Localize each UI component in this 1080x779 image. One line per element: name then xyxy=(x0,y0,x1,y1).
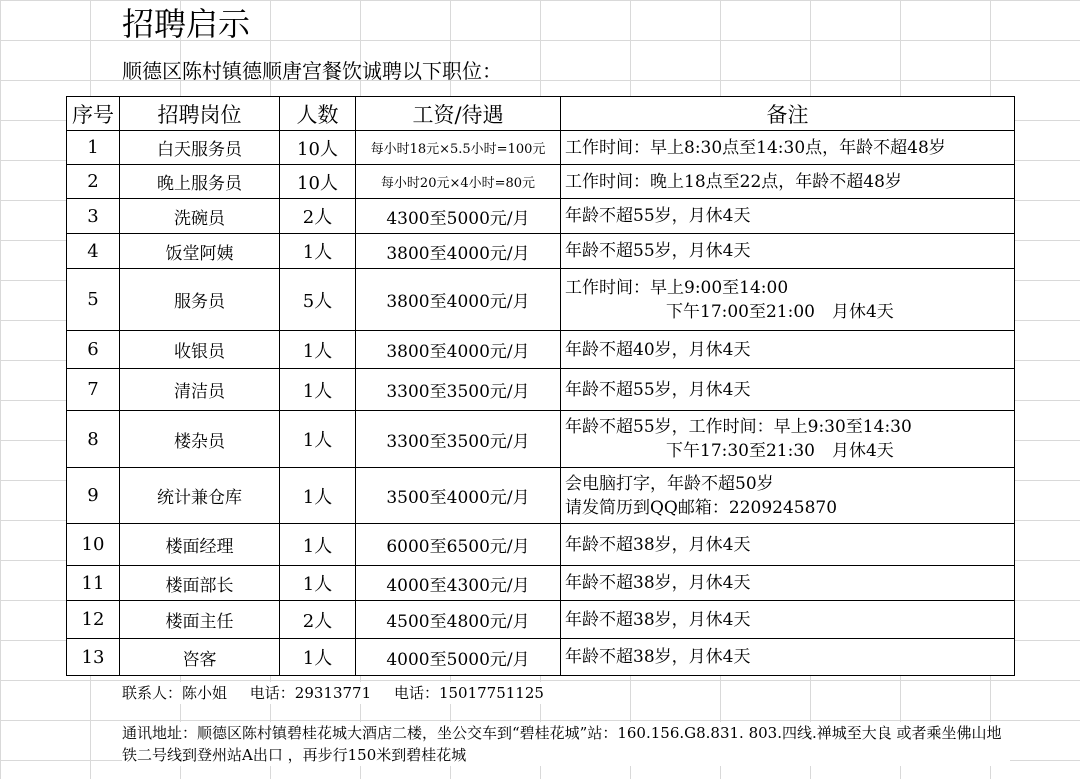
row-note xyxy=(561,639,1015,676)
row-note-line2: 下午17:00至21:00 月休4天 xyxy=(666,301,894,322)
row-count: 1人 xyxy=(280,411,356,468)
row-position: 清洁员 xyxy=(120,369,280,411)
row-count: 2人 xyxy=(280,601,356,639)
header-position: 招聘岗位 xyxy=(120,97,280,131)
row-position: 咨客 xyxy=(120,639,280,676)
row-seq: 6 xyxy=(67,331,120,369)
table-row xyxy=(67,369,1015,411)
row-seq: 4 xyxy=(67,234,120,269)
row-position: 楼面主任 xyxy=(120,601,280,639)
table-row xyxy=(67,639,1015,676)
row-seq: 5 xyxy=(67,269,120,331)
row-note xyxy=(561,524,1015,566)
table-row xyxy=(67,524,1015,566)
row-salary: 3800至4000元/月 xyxy=(356,269,561,331)
table-row xyxy=(67,269,1015,331)
row-position: 服务员 xyxy=(120,269,280,331)
row-salary: 3800至4000元/月 xyxy=(356,331,561,369)
header-salary: 工资/待遇 xyxy=(356,97,561,131)
table-row xyxy=(67,165,1015,199)
row-count: 1人 xyxy=(280,566,356,601)
row-note xyxy=(561,199,1015,234)
row-salary: 每小时18元×5.5小时=100元 xyxy=(356,131,561,165)
row-note xyxy=(561,331,1015,369)
row-position: 楼面经理 xyxy=(120,524,280,566)
row-seq: 11 xyxy=(67,566,120,601)
row-count: 1人 xyxy=(280,369,356,411)
row-count: 1人 xyxy=(280,468,356,524)
row-salary: 3300至3500元/月 xyxy=(356,411,561,468)
row-note-line1: 年龄不超55岁，月休4天 xyxy=(565,241,751,261)
row-note-line1: 工作时间：晚上18点至22点，年龄不超48岁 xyxy=(565,171,902,192)
contact-phone-1: 电话：29313771 xyxy=(249,684,372,702)
row-note-line1: 年龄不超38岁，月休4天 xyxy=(565,609,751,630)
row-count: 10人 xyxy=(280,165,356,199)
row-salary: 4300至5000元/月 xyxy=(356,199,561,234)
job-table xyxy=(66,96,1015,676)
row-position: 楼面部长 xyxy=(120,566,280,601)
row-seq: 12 xyxy=(67,601,120,639)
row-position: 白天服务员 xyxy=(120,131,280,165)
row-salary: 3300至3500元/月 xyxy=(356,369,561,411)
row-seq: 9 xyxy=(67,468,120,524)
row-count: 1人 xyxy=(280,524,356,566)
row-count: 1人 xyxy=(280,331,356,369)
row-note-line1: 年龄不超40岁，月休4天 xyxy=(565,339,751,360)
row-salary: 4000至4300元/月 xyxy=(356,566,561,601)
row-seq: 7 xyxy=(67,369,120,411)
table-row xyxy=(67,331,1015,369)
header-count: 人数 xyxy=(280,97,356,131)
row-count: 2人 xyxy=(280,199,356,234)
row-note-line1: 年龄不超38岁，月休4天 xyxy=(565,573,751,593)
row-note-line1: 年龄不超38岁，月休4天 xyxy=(565,534,751,555)
table-row xyxy=(67,411,1015,468)
row-note xyxy=(561,566,1015,601)
row-position: 统计兼仓库 xyxy=(120,468,280,524)
table-row xyxy=(67,601,1015,639)
table-row xyxy=(67,234,1015,269)
row-count: 5人 xyxy=(280,269,356,331)
row-note-line2: 请发简历到QQ邮箱：2209245870 xyxy=(565,497,838,518)
row-note-line1: 年龄不超55岁，月休4天 xyxy=(565,206,751,226)
row-count: 1人 xyxy=(280,639,356,676)
row-note-line1: 工作时间：早上9:00至14:00 xyxy=(565,277,789,298)
row-salary: 4000至5000元/月 xyxy=(356,639,561,676)
table-header-row xyxy=(67,97,1015,131)
contact-line xyxy=(122,682,568,704)
row-seq: 2 xyxy=(67,165,120,199)
row-note-line1: 年龄不超55岁，月休4天 xyxy=(565,379,751,400)
contact-phone-2: 电话：15017751125 xyxy=(393,684,544,702)
row-note-line1: 会电脑打字，年龄不超50岁 xyxy=(565,473,774,494)
row-position: 洗碗员 xyxy=(120,199,280,234)
contact-person: 联系人：陈小姐 xyxy=(122,684,228,702)
row-note-line1: 工作时间：早上8:30点至14:30点，年龄不超48岁 xyxy=(565,137,946,158)
page-title: 招聘启示 xyxy=(122,5,251,43)
table-row xyxy=(67,131,1015,165)
row-seq: 8 xyxy=(67,411,120,468)
row-position: 楼杂员 xyxy=(120,411,280,468)
row-seq: 3 xyxy=(67,199,120,234)
row-count: 10人 xyxy=(280,131,356,165)
row-note xyxy=(561,369,1015,411)
row-note xyxy=(561,601,1015,639)
page-subtitle: 顺德区陈村镇德顺唐宫餐饮诚聘以下职位： xyxy=(122,59,502,83)
header-note: 备注 xyxy=(561,97,1015,131)
row-note xyxy=(561,269,1015,331)
row-note-line2: 下午17:30至21:30 月休4天 xyxy=(666,441,894,461)
row-note xyxy=(561,411,1015,468)
row-note xyxy=(561,468,1015,524)
row-salary: 4500至4800元/月 xyxy=(356,601,561,639)
table-row xyxy=(67,566,1015,601)
row-seq: 1 xyxy=(67,131,120,165)
row-note xyxy=(561,234,1015,269)
row-position: 收银员 xyxy=(120,331,280,369)
row-note xyxy=(561,165,1015,199)
header-seq: 序号 xyxy=(67,97,120,131)
row-position: 晚上服务员 xyxy=(120,165,280,199)
row-seq: 13 xyxy=(67,639,120,676)
table-row xyxy=(67,468,1015,524)
table-row xyxy=(67,199,1015,234)
row-salary: 3500至4000元/月 xyxy=(356,468,561,524)
row-note-line1: 年龄不超38岁，月休4天 xyxy=(565,647,751,667)
row-seq: 10 xyxy=(67,524,120,566)
row-position: 饭堂阿姨 xyxy=(120,234,280,269)
row-note-line1: 年龄不超55岁，工作时间：早上9:30至14:30 xyxy=(565,417,912,437)
contact-address: 通讯地址：顺德区陈村镇碧桂花城大酒店二楼，坐公交车到“碧桂花城”站：160.156.G8.831. 803.四线.禅城至大良 或者乘坐佛山地铁二号线到登州站A出口 ，再步行150米到碧桂花城 xyxy=(122,722,1010,766)
row-note xyxy=(561,131,1015,165)
row-salary: 每小时20元×4小时=80元 xyxy=(356,165,561,199)
row-salary: 3800至4000元/月 xyxy=(356,234,561,269)
row-count: 1人 xyxy=(280,234,356,269)
row-salary: 6000至6500元/月 xyxy=(356,524,561,566)
